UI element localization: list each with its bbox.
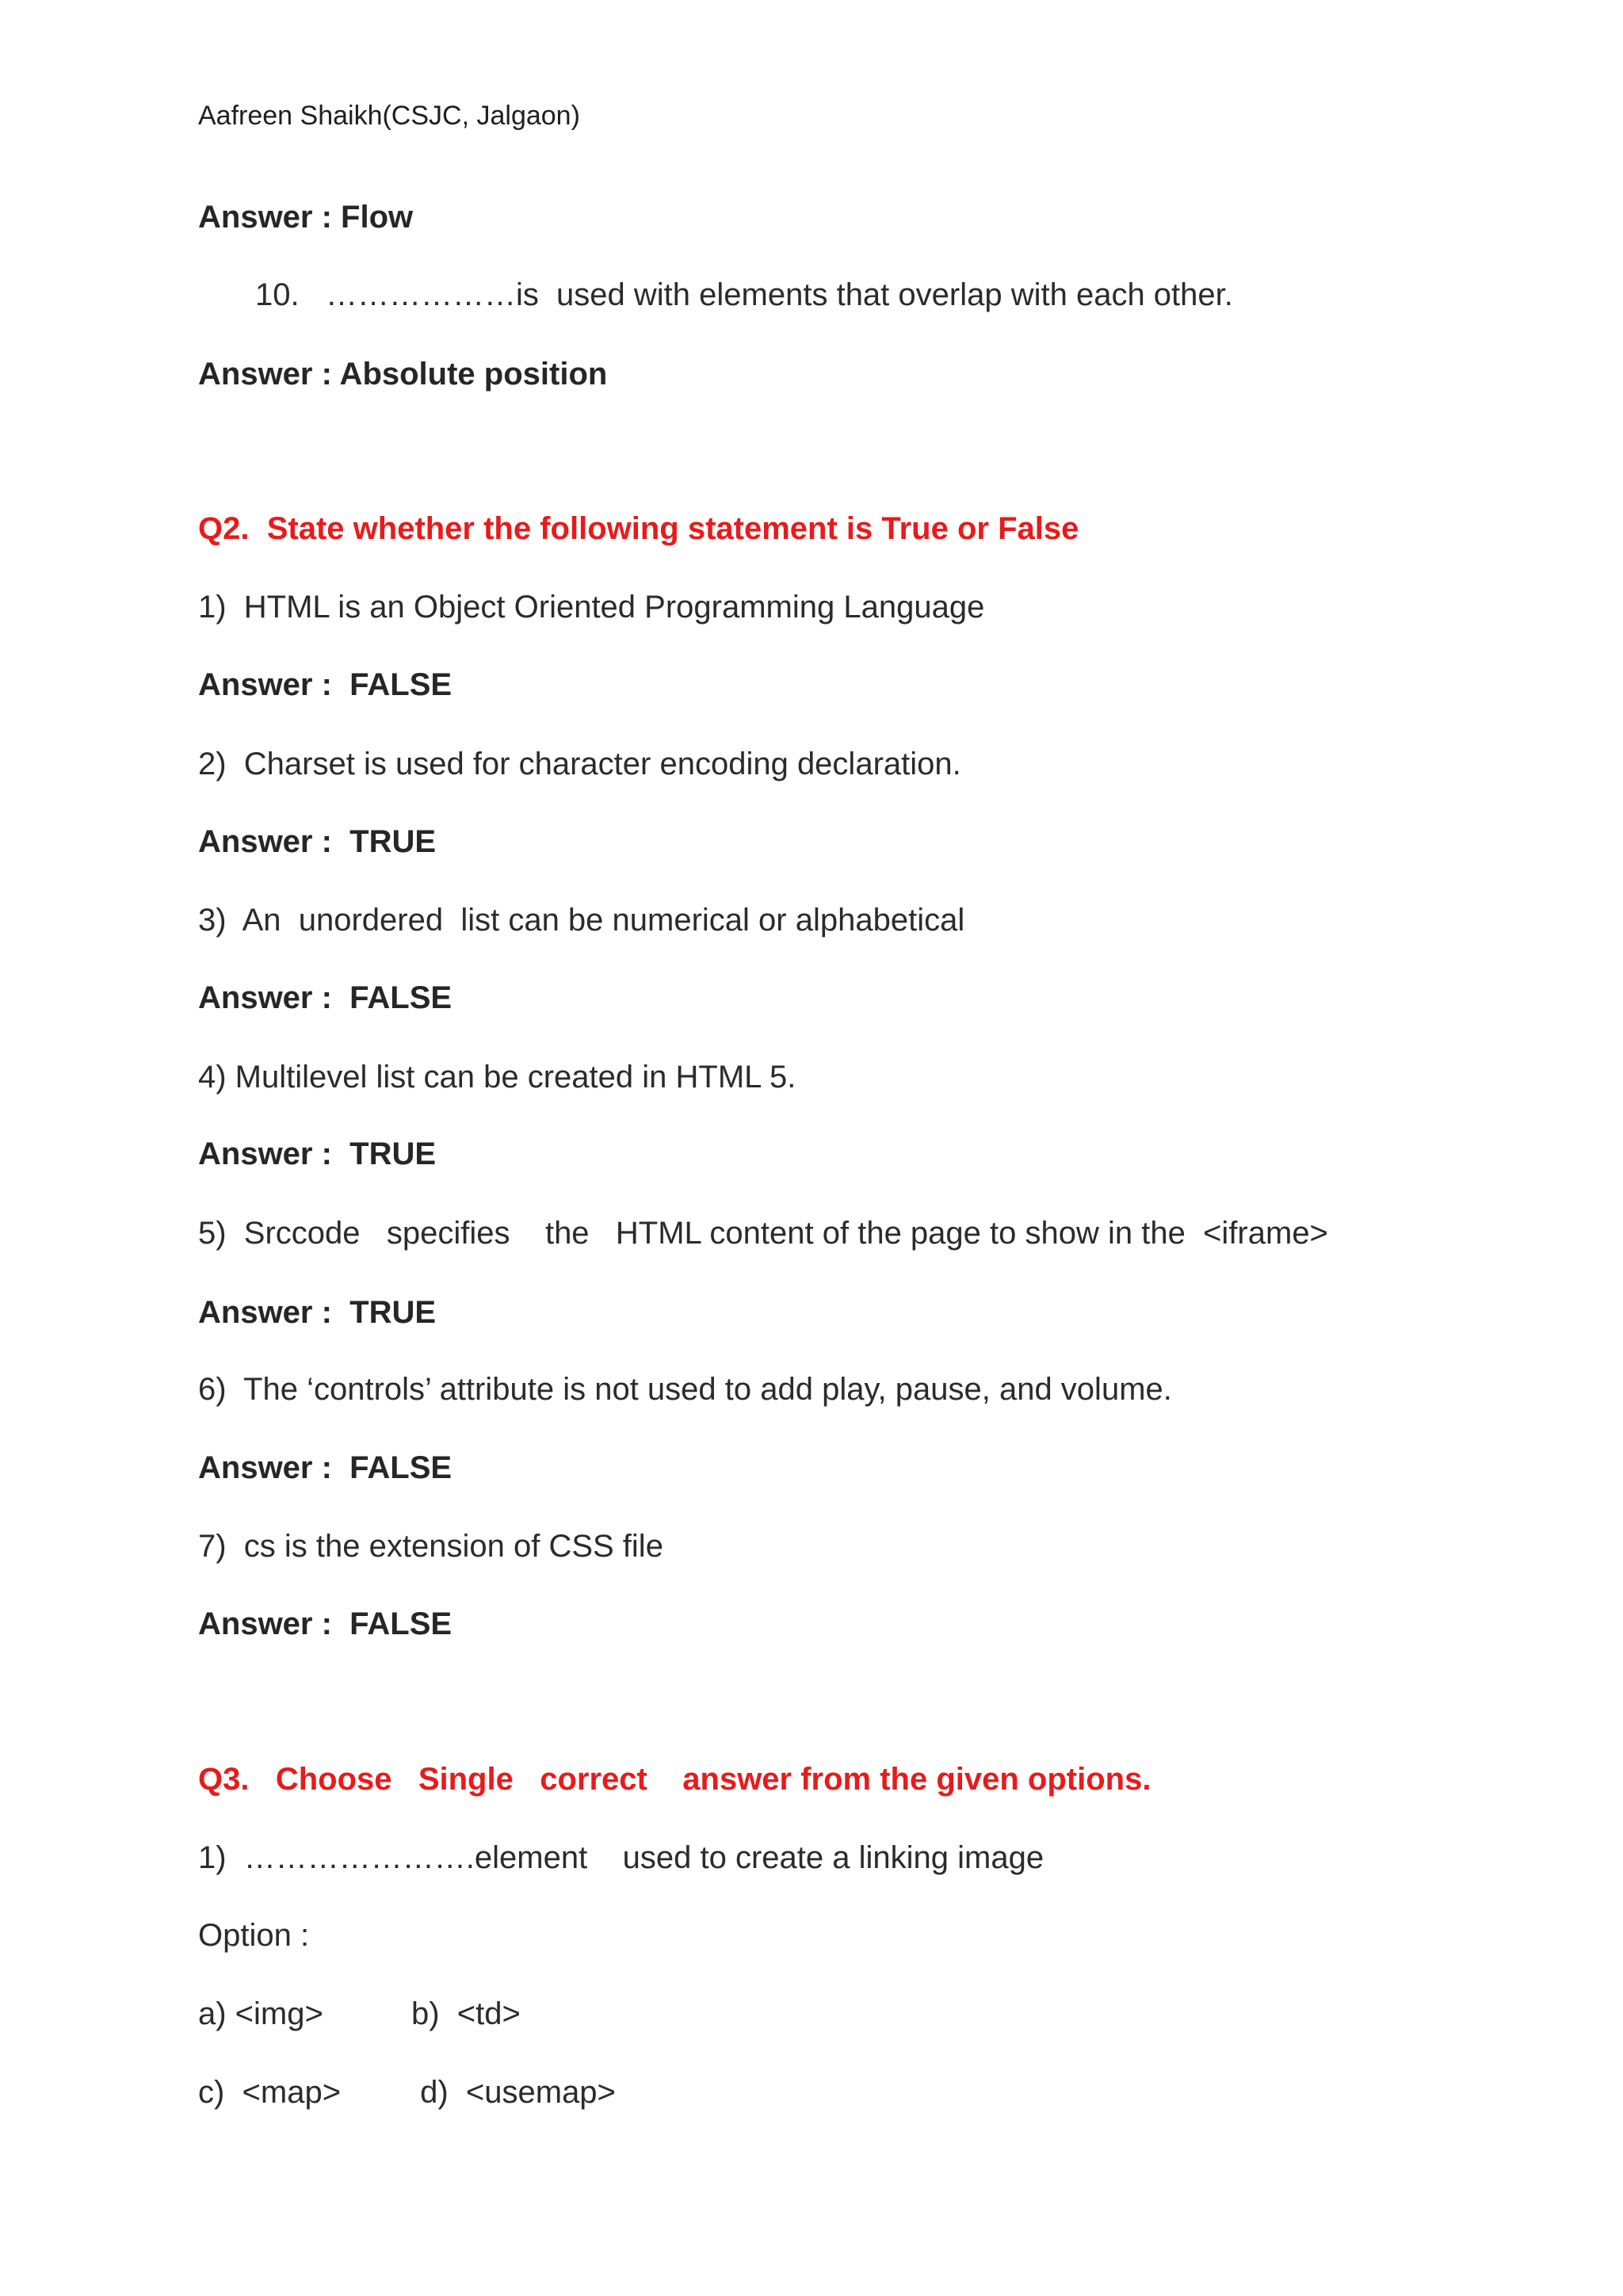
q2-statement-6: 6) The ‘controls’ attribute is not used to add play, pause, and volume. — [198, 1372, 1172, 1407]
q3-question-1: 1) ………………….element used to create a linking image — [198, 1840, 1044, 1875]
q2-answer-4: Answer : TRUE — [198, 1137, 437, 1171]
q2-statement-7: 7) cs is the extension of CSS file — [198, 1529, 663, 1564]
q2-statement-5: 5) Srccode specifies the HTML content of the page to show in the <iframe> — [198, 1216, 1328, 1251]
q2-answer-1: Answer : FALSE — [198, 667, 453, 702]
q2-answer-5: Answer : TRUE — [198, 1295, 437, 1330]
q2-answer-2: Answer : TRUE — [198, 824, 437, 859]
q2-heading: Q2. State whether the following statement is True or False — [198, 511, 1079, 546]
q2-answer-6: Answer : FALSE — [198, 1450, 453, 1485]
answer-10: Answer : Absolute position — [198, 357, 608, 392]
q3-heading: Q3. Choose Single correct answer from the given options. — [198, 1762, 1151, 1797]
q2-statement-2: 2) Charset is used for character encoding declaration. — [198, 747, 961, 781]
q3-options-row-2: c) <map> d) <usemap> — [198, 2075, 616, 2110]
q2-answer-7: Answer : FALSE — [198, 1606, 453, 1641]
q3-options-row-1: a) <img> b) <td> — [198, 1996, 521, 2031]
page-header-author: Aafreen Shaikh(CSJC, Jalgaon) — [198, 101, 580, 131]
q2-statement-4: 4) Multilevel list can be created in HTML 5. — [198, 1060, 796, 1095]
answer-9: Answer : Flow — [198, 200, 414, 235]
q2-statement-1: 1) HTML is an Object Oriented Programming Language — [198, 590, 985, 625]
q2-answer-3: Answer : FALSE — [198, 980, 453, 1015]
q3-option-label: Option : — [198, 1918, 310, 1953]
q2-statement-3: 3) An unordered list can be numerical or alphabetical — [198, 903, 965, 938]
question-10: 10. ………………is used with elements that overlap with each other. — [255, 277, 1233, 312]
